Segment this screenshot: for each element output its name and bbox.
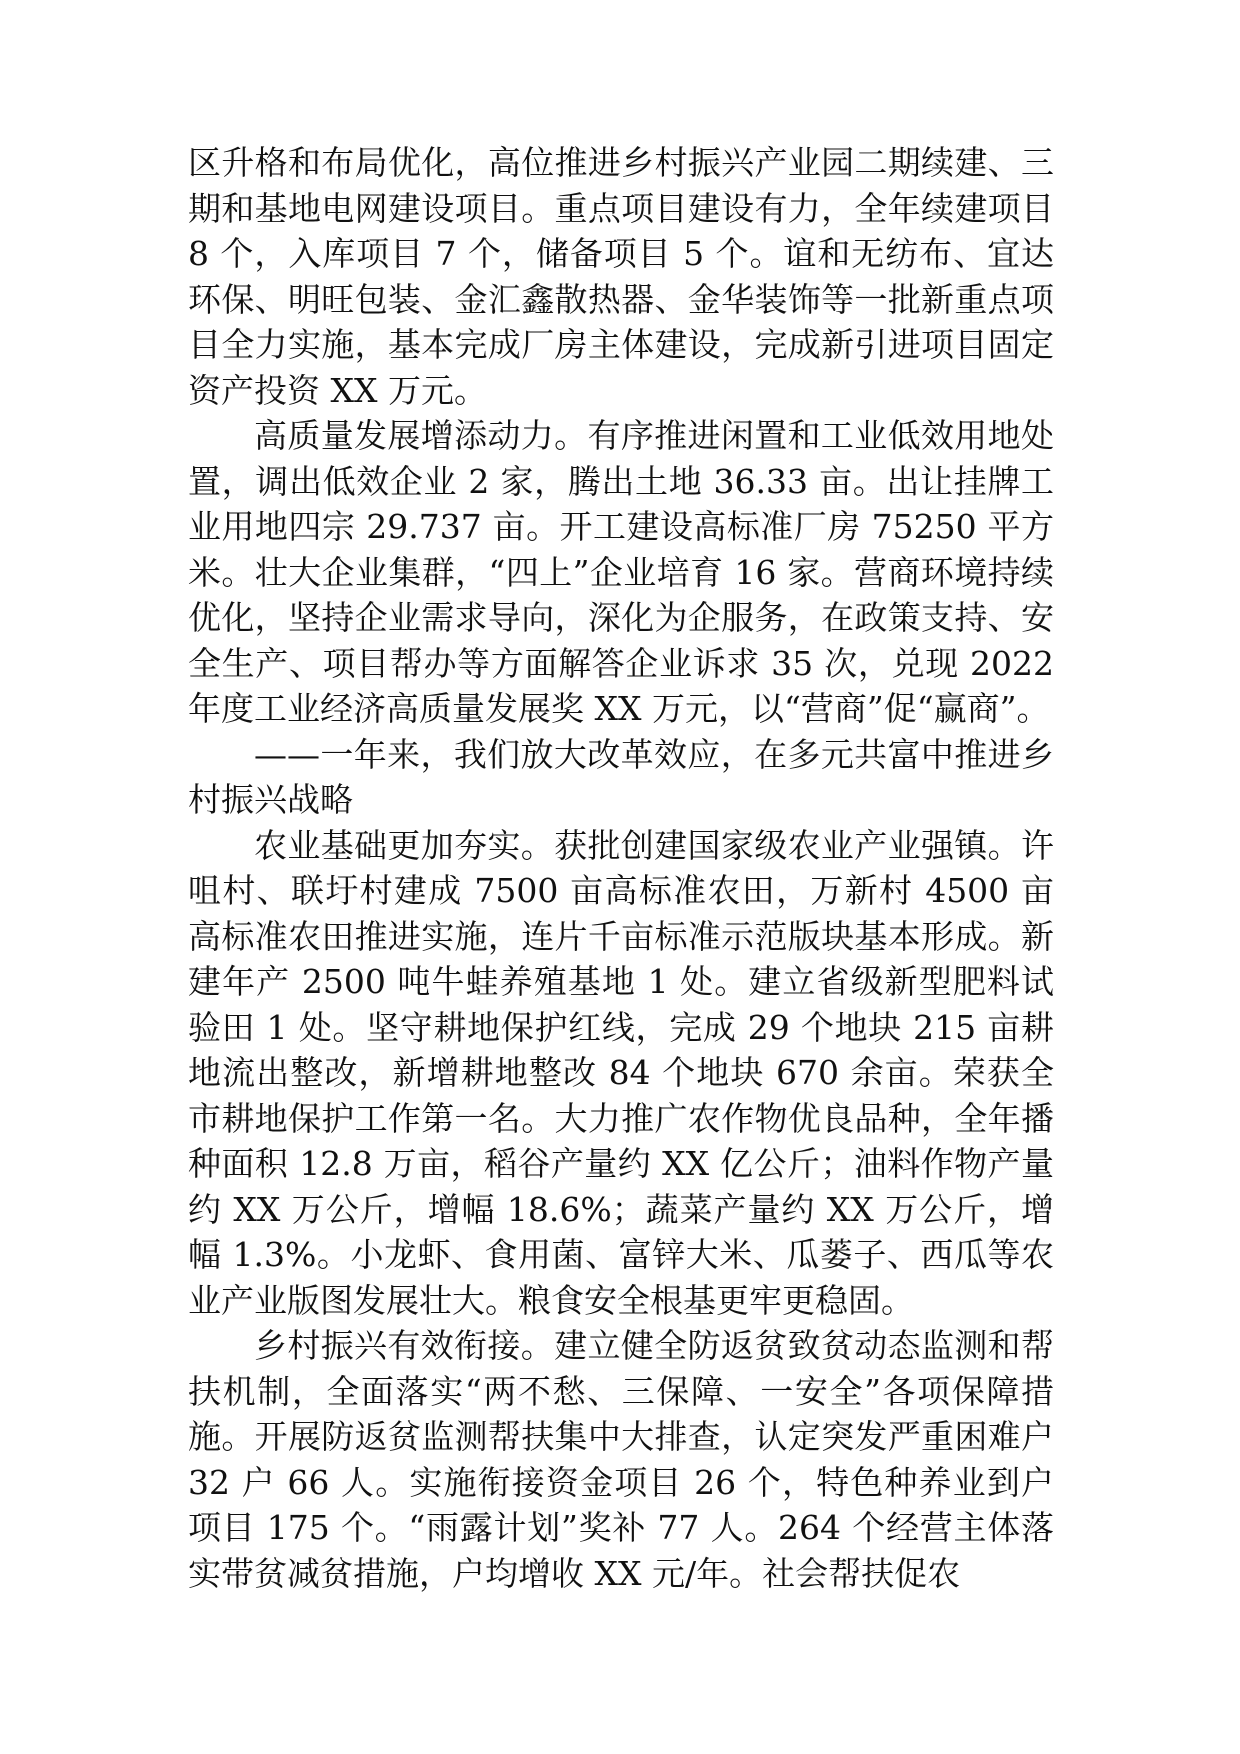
paragraph-high-quality-development: 高质量发展增添动力。有序推进闲置和工业低效用地处置，调出低效企业 2 家，腾出土地 36.33 亩。出让挂牌工业用地四宗 29.737 亩。开工建设高标准厂房 75250 平方米。壮大企业集群，“四上”企业培育 16 家。营商环境持续优化，坚持企业需求导向，深化为企服务，在政策支持、安全生产、项目帮办等方面解答企业诉求 35 次，兑现 2022 年度工业经济高质量发展奖 XX 万元，以“营商”促“赢商”。	[188, 416, 1054, 728]
section-heading-rural-revitalization: ——一年来，我们放大改革效应，在多元共富中推进乡村振兴战略	[188, 734, 1054, 819]
paragraph-agriculture-foundation: 农业基础更加夯实。获批创建国家级农业产业强镇。许咀村、联圩村建成 7500 亩高标准农田，万新村 4500 亩高标准农田推进实施，连片千亩标准示范版块基本形成。新建年产 2500 吨牛蛙养殖基地 1 处。建立省级新型肥料试验田 1 处。坚守耕地保护红线，完成 29 个地块 215 亩耕地流出整改，新增耕地整改 84 个地块 670 余亩。荣获全市耕地保护工作第一名。大力推广农作物优良品种，全年播种面积 12.8 万亩，稻谷产量约 XX 亿公斤；油料作物产量约 XX 万公斤，增幅 18.6%；蔬菜产量约 XX 万公斤，增幅 1.3%。小龙虾、食用菌、富锌大米、瓜蒌子、西瓜等农业产业版图发展壮大。粮食安全根基更牢更稳固。	[188, 825, 1054, 1320]
paragraph-rural-revitalization-link: 乡村振兴有效衔接。建立健全防返贫致贫动态监测和帮扶机制，全面落实“两不愁、三保障、一安全”各项保障措施。开展防返贫监测帮扶集中大排查，认定突发严重困难户 32 户 66 人。实施衔接资金项目 26 个，特色种养业到户项目 175 个。“雨露计划”奖补 77 人。264 个经营主体落实带贫减贫措施，户均增收 XX 元/年。社会帮扶促农	[188, 1326, 1054, 1593]
paragraph-industrial-park: 区升格和布局优化，高位推进乡村振兴产业园二期续建、三期和基地电网建设项目。重点项目建设有力，全年续建项目 8 个，入库项目 7 个，储备项目 5 个。谊和无纺布、宜达环保、明旺包装、金汇鑫散热器、金华装饰等一批新重点项目全力实施，基本完成厂房主体建设，完成新引进项目固定资产投资 XX 万元。	[188, 143, 1054, 410]
document-body	[188, 140, 1054, 1596]
